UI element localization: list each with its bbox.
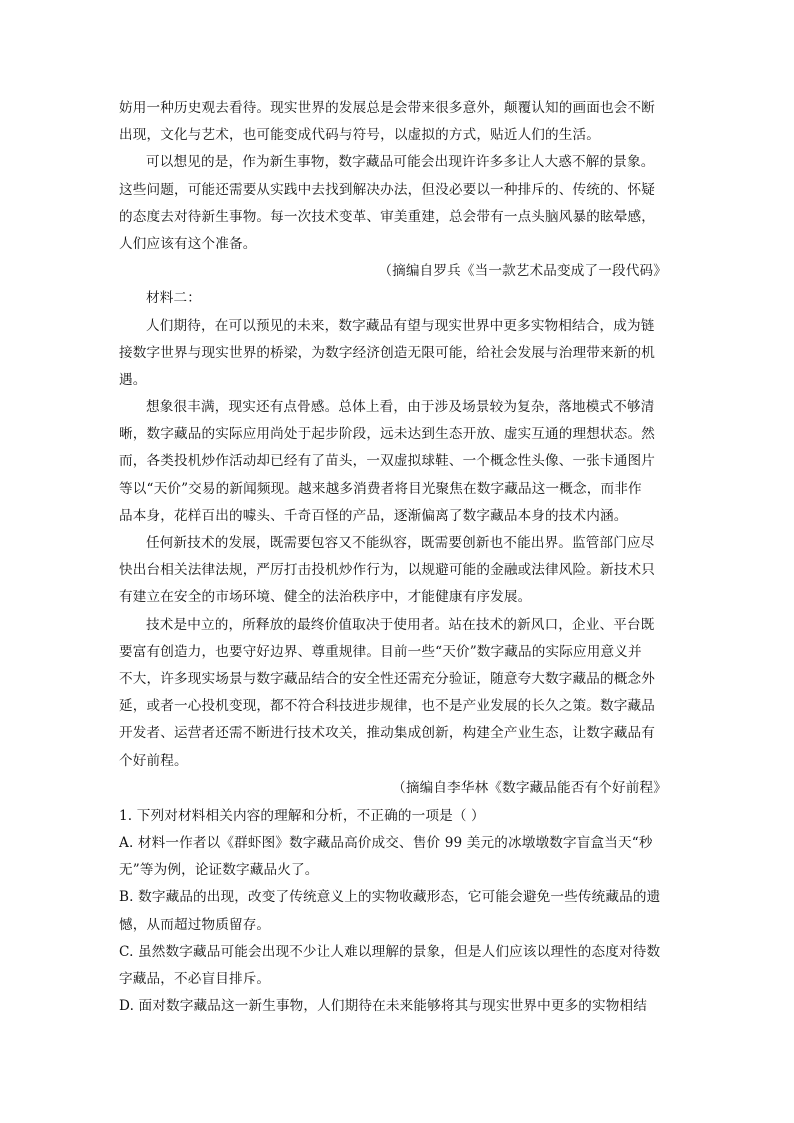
text-line: A. 材料一作者以《群虾图》数字藏品高价成交、售价 99 美元的冰墩墩数字盲盒当天“秒 <box>119 835 653 852</box>
text-line: 接数字世界与现实世界的桥梁，为数字经济创造无限可能，给社会发展与治理带来新的机 <box>119 344 656 361</box>
text-line: 无”等为例，论证数字藏品火了。 <box>119 862 319 879</box>
section-heading: 材料二： <box>146 290 201 307</box>
text-line: 有建立在安全的市场环境、健全的法治秩序中，才能健康有序发展。 <box>119 589 532 606</box>
paragraph <box>119 530 669 612</box>
text-line: 憾，从而超过物质留存。 <box>119 916 271 933</box>
question-block <box>119 803 669 1021</box>
text-line: 可以想见的是，作为新生事物，数字藏品可能会出现许许多多让人大惑不解的景象。 <box>146 154 655 171</box>
text-line: 任何新技术的发展，既需要包容又不能纵容，既需要创新也不能出界。监管部门应尽 <box>146 535 655 551</box>
text-line: 延，或者一心投机变现，都不符合科技进步规律，也不是产业发展的长久之策。数字藏品 <box>119 698 656 715</box>
paragraph <box>119 394 669 530</box>
text-line: 人们应该有这个准备。 <box>119 235 257 252</box>
paragraph <box>119 95 669 149</box>
text-line: 遇。 <box>119 371 147 388</box>
source-citation: （摘编自李华林《数字藏品能否有个好前程》 <box>392 779 667 796</box>
text-line: 出现，文化与艺术，也可能变成代码与符号，以虚拟的方式，贴近人们的生活。 <box>119 127 601 144</box>
text-line: 技术是中立的，所释放的最终价值取决于使用者。站在技术的新风口，企业、平台既 <box>146 616 655 633</box>
text-line: 等以“天价”交易的新闻频现。越来越多消费者将目光聚焦在数字藏品这一概念，而非作 <box>119 480 642 497</box>
document-page <box>119 95 669 1020</box>
text-line: 要富有创造力，也要守好边界、尊重规律。目前一些“天价”数字藏品的实际应用意义并 <box>119 643 642 660</box>
text-line: 品本身，花样百出的噱头、千奇百怪的产品，逐渐偏离了数字藏品本身的技术内涵。 <box>119 507 628 524</box>
text-line: 妨用一种历史观去看待。现实世界的发展总是会带来很多意外，颠覆认知的画面也会不断 <box>119 100 656 116</box>
text-line: D. 面对数字藏品这一新生事物，人们期待在未来能够将其与现实世界中更多的实物相结 <box>119 998 648 1015</box>
text-line: C. 虽然数字藏品可能会出现不少让人难以理解的景象，但是人们应该以理性的态度对待数 <box>119 943 661 960</box>
question-stem: 1. 下列对材料相关内容的理解和分析，不正确的一项是（ ） <box>119 807 485 824</box>
source-citation: （摘编自罗兵《当一款艺术品变成了一段代码》 <box>378 263 667 280</box>
text-line: 字藏品，不必盲目排斥。 <box>119 971 271 987</box>
text-line: 想象很丰满，现实还有点骨感。总体上看，由于涉及场景较为复杂，落地模式不够清 <box>146 399 655 416</box>
text-line: 不大，许多现实场景与数字藏品结合的安全性还需充分验证，随意夸大数字藏品的概念外 <box>119 670 656 687</box>
paragraph <box>119 313 669 395</box>
text-line: 这些问题，可能还需要从实践中去找到解决办法，但没必要以一种排斥的、传统的、怀疑 <box>119 181 656 198</box>
option-b <box>119 884 669 938</box>
option-d <box>119 993 669 1020</box>
text-line: B. 数字藏品的出现，改变了传统意义上的实物收藏形态，它可能会避免一些传统藏品的遗 <box>119 889 661 906</box>
text-line: 开发者、运营者还需不断进行技术攻关，推动集成创新，构建全产业生态，让数字藏品有 <box>119 725 656 742</box>
paragraph <box>119 149 669 258</box>
text-line: 快出台相关法律法规，严厉打击投机炒作行为，以规避可能的金融或法律风险。新技术只 <box>119 562 656 579</box>
option-a <box>119 830 669 884</box>
text-line: 晰，数字藏品的实际应用尚处于起步阶段，远未达到生态开放、虚实互通的理想状态。然 <box>119 426 656 443</box>
text-line: 人们期待，在可以预见的未来，数字藏品有望与现实世界中更多实物相结合，成为链 <box>146 317 655 334</box>
paragraph <box>119 612 669 775</box>
text-line: 的态度去对待新生事物。每一次技术变革、审美重建，总会带有一点头脑风暴的眩晕感， <box>119 208 656 225</box>
option-c <box>119 939 669 993</box>
text-line: 个好前程。 <box>119 752 188 769</box>
text-line: 而，各类投机炒作活动却已经有了苗头，一双虚拟球鞋、一个概念性头像、一张卡通图片 <box>119 453 656 470</box>
